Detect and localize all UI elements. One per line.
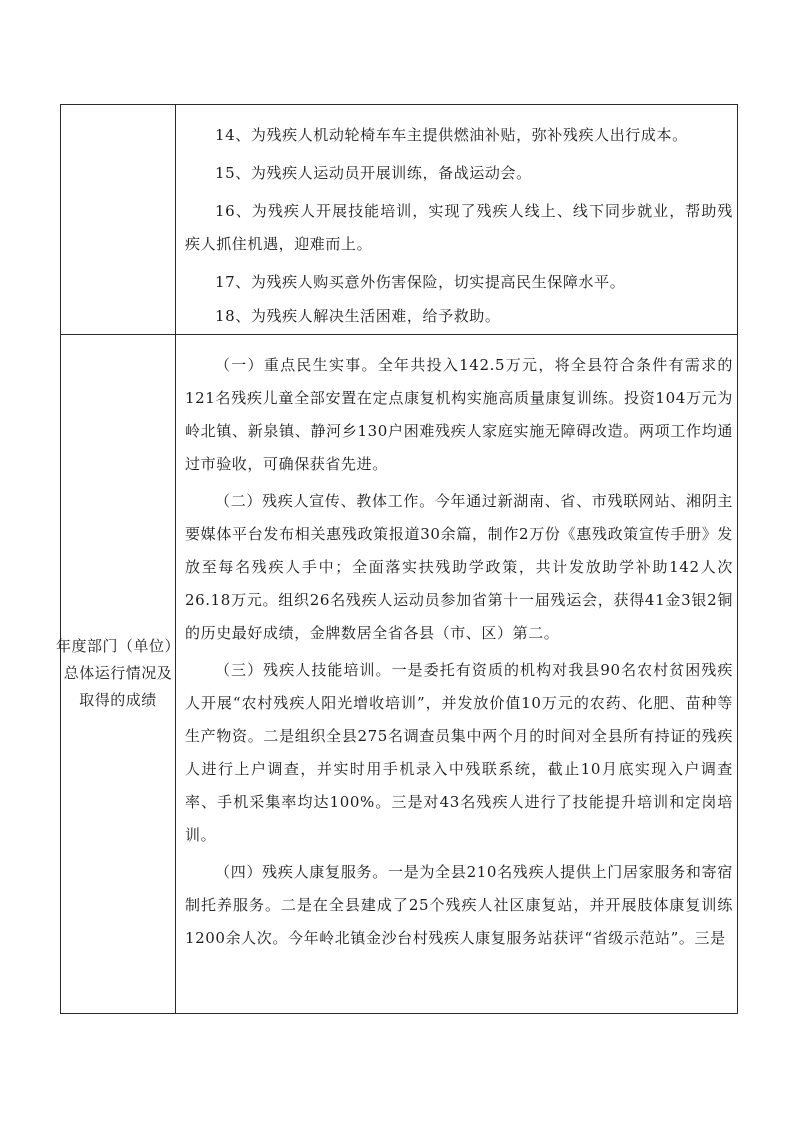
row-label-cell (56, 334, 181, 1013)
achievement-2: （二）残疾人宣传、教体工作。今年通过新湖南、省、市残联网站、湘阴主要媒体平台发布相关惠残政策报道30余篇，制作2万份《惠残政策宣传手册》发放至每名残疾人手中；全面落实扶残助学政策，共计发放助学补助142人次26.18万元。组织26名残疾人运动员参加省第十一届残运会，获得41金3银2铜的历史最好成绩，金牌数居全省各县（市、区）第二。 (185, 492, 733, 642)
item-14: 14、为残疾人机动轮椅车车主提供燃油补贴，弥补残疾人出行成本。 (215, 126, 688, 144)
achievement-4: （四）残疾人康复服务。一是为全县210名残疾人提供上门居家服务和寄宿制托养服务。二是在全县建成了25个残疾人社区康复站，并开展肢体康复训练1200余人次。今年岭北镇金沙台村残疾人康复服务站获评“省级示范站”。三是 (185, 863, 733, 947)
achievement-1: （一）重点民生实事。全年共投入142.5万元，将全县符合条件有需求的121名残疾儿童全部安置在定点康复机构实施高质量康复训练。投资104万元为岭北镇、新泉镇、静河乡130户困难残疾人家庭实施无障碍改造。两项工作均通过市验收，可确保获省先进。 (185, 356, 733, 473)
row-label (56, 633, 180, 714)
item-18: 18、为残疾人解决生活困难，给予救助。 (215, 307, 501, 325)
item-16: 16、为残疾人开展技能培训，实现了残疾人线上、线下同步就业，帮助残疾人抓住机遇，迎难而上。 (185, 202, 733, 253)
row-label-line-1: 年度部门（单位） (56, 637, 181, 655)
summary-table (56, 104, 738, 1014)
column-divider (175, 105, 176, 1013)
row-label-line-2: 总体运行情况及 (63, 664, 173, 682)
achievements-cell (185, 349, 733, 959)
achievement-3: （三）残疾人技能培训。一是委托有资质的机构对我县90名农村贫困残疾人开展“农村残疾人阳光增收培训”，并发放价值10万元的农药、化肥、苗种等生产物资。二是组织全县275名调查员集中两个月的时间对全县所有持证的残疾人进行上户调查，并实时用手机录入中残联系统，截止10月底实现入户调查率、手机采集率均达100%。三是对43名残疾人进行了技能提升培训和定岗培训。 (185, 661, 733, 844)
item-17: 17、为残疾人购买意外伤害保险，切实提高民生保障水平。 (215, 273, 626, 291)
item-15: 15、为残疾人运动员开展训练，备战运动会。 (215, 164, 532, 182)
row-label-line-3: 取得的成绩 (79, 691, 157, 709)
top-content-cell (185, 119, 733, 329)
